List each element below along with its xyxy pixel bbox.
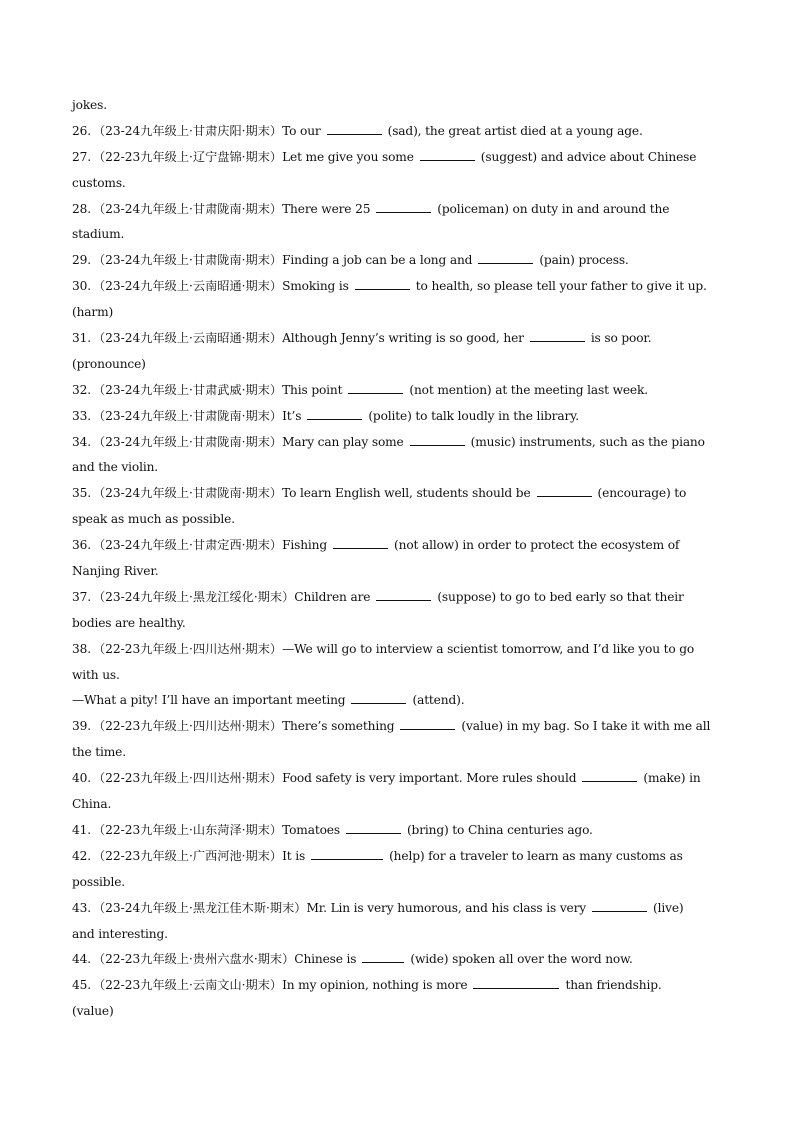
question-text: It’s <box>282 408 302 423</box>
question-text-after-blank: (live) <box>653 900 684 915</box>
question-line <box>72 896 722 922</box>
question-source: （22-23九年级上·四川达州·期末） <box>92 771 283 786</box>
question-number: 31. <box>72 331 91 346</box>
question-line <box>72 585 722 611</box>
question-text-after-blank: (not mention) at the meeting last week. <box>409 382 648 397</box>
question-line <box>72 274 722 300</box>
question-line <box>72 430 722 456</box>
question-source: （23-24九年级上·黑龙江佳木斯·期末） <box>92 900 307 915</box>
question-text-after-blank: (wide) spoken all over the word now. <box>410 952 633 967</box>
continuation-line <box>72 688 722 714</box>
question-line <box>72 844 722 870</box>
question-text: Finding a job can be a long and <box>282 253 473 268</box>
question-number: 29. <box>72 253 91 268</box>
question-source: （22-23九年级上·贵州六盘水·期末） <box>92 952 295 967</box>
question-text: stadium. <box>72 227 125 242</box>
question-number: 34. <box>72 434 91 449</box>
question-text: Mr. Lin is very humorous, and his class is very <box>306 900 587 915</box>
answer-blank[interactable] <box>311 847 383 860</box>
exercise-page <box>72 93 722 1025</box>
question-text: with us. <box>72 667 120 682</box>
answer-blank[interactable] <box>307 407 362 420</box>
question-source: （23-24九年级上·云南昭通·期末） <box>92 279 283 294</box>
question-text-after-blank: (music) instruments, such as the piano <box>470 434 705 449</box>
answer-blank[interactable] <box>537 484 592 497</box>
question-number: 35. <box>72 486 91 501</box>
question-line <box>72 973 722 999</box>
question-text: jokes. <box>72 98 107 112</box>
answer-blank[interactable] <box>333 536 388 549</box>
question-text: (value) <box>72 1004 114 1019</box>
question-text: Children are <box>294 589 371 604</box>
question-source: （22-23九年级上·辽宁盘锦·期末） <box>92 149 283 164</box>
answer-blank[interactable] <box>355 277 410 290</box>
question-source: （23-24九年级上·甘肃陇南·期末） <box>92 253 283 268</box>
question-line <box>72 481 722 507</box>
question-text-after-blank: (attend). <box>412 693 465 708</box>
answer-blank[interactable] <box>420 148 475 161</box>
continuation-line <box>72 870 722 896</box>
question-text: To learn English well, students should be <box>282 486 531 501</box>
question-text: This point <box>282 382 343 397</box>
question-text: There were 25 <box>282 201 371 216</box>
question-number: 28. <box>72 201 91 216</box>
question-line <box>72 197 722 223</box>
question-text: the time. <box>72 745 126 760</box>
question-source: （22-23九年级上·山东菏泽·期末） <box>92 822 283 837</box>
question-text: speak as much as possible. <box>72 512 235 527</box>
question-source: （22-23九年级上·四川达州·期末） <box>92 641 283 656</box>
question-text: possible. <box>72 874 125 889</box>
question-text-after-blank: (suppose) to go to bed early so that their <box>437 589 684 604</box>
continuation-line <box>72 740 722 766</box>
continuation-line <box>72 999 722 1025</box>
answer-blank[interactable] <box>346 821 401 834</box>
question-line <box>72 145 722 171</box>
continuation-line <box>72 663 722 689</box>
question-text: In my opinion, nothing is more <box>282 978 468 993</box>
question-line <box>72 533 722 559</box>
question-source: （22-23九年级上·四川达州·期末） <box>92 719 283 734</box>
answer-blank[interactable] <box>478 251 533 264</box>
answer-blank[interactable] <box>376 200 431 213</box>
question-source: （23-24九年级上·甘肃定西·期末） <box>92 538 283 553</box>
question-line <box>72 119 722 145</box>
answer-blank[interactable] <box>410 433 465 446</box>
question-text: Let me give you some <box>282 149 414 164</box>
question-text: Tomatoes <box>282 822 340 837</box>
question-source: （23-24九年级上·甘肃陇南·期末） <box>92 408 283 423</box>
question-source: （23-24九年级上·甘肃陇南·期末） <box>92 201 283 216</box>
question-text-after-blank: (polite) to talk loudly in the library. <box>368 408 579 423</box>
question-text-after-blank: (bring) to China centuries ago. <box>406 822 593 837</box>
continuation-line <box>72 300 722 326</box>
question-text: Although Jenny’s writing is so good, her <box>282 331 524 346</box>
question-text: Chinese is <box>294 952 357 967</box>
question-line <box>72 766 722 792</box>
question-text: There’s something <box>282 719 395 734</box>
question-number: 37. <box>72 589 91 604</box>
question-number: 38. <box>72 641 91 656</box>
answer-blank[interactable] <box>473 976 559 989</box>
continuation-line <box>72 792 722 818</box>
question-text-after-blank: (not allow) in order to protect the ecosystem of <box>394 538 680 553</box>
question-text: Smoking is <box>282 279 349 294</box>
question-text: Fishing <box>282 538 328 553</box>
question-text: —What a pity! I’ll have an important meeting <box>72 693 346 708</box>
question-line <box>72 326 722 352</box>
question-text: Food safety is very important. More rules should <box>282 771 577 786</box>
answer-blank[interactable] <box>351 691 406 704</box>
question-text-after-blank: (sad), the great artist died at a young age. <box>387 123 643 138</box>
question-text: Nanjing River. <box>72 564 159 579</box>
question-number: 45. <box>72 978 91 993</box>
question-text: Mary can play some <box>282 434 404 449</box>
question-text: To our <box>282 123 321 138</box>
answer-blank[interactable] <box>376 588 431 601</box>
question-line <box>72 248 722 274</box>
question-text-after-blank: (suggest) and advice about Chinese <box>480 149 697 164</box>
question-number: 33. <box>72 408 91 423</box>
continuation-line <box>72 222 722 248</box>
continuation-line <box>72 922 722 948</box>
answer-blank[interactable] <box>348 381 403 394</box>
question-line <box>72 947 722 973</box>
continuation-line <box>72 507 722 533</box>
question-number: 36. <box>72 538 91 553</box>
question-number: 43. <box>72 900 91 915</box>
answer-blank[interactable] <box>592 899 647 912</box>
question-line <box>72 714 722 740</box>
continuation-line <box>72 611 722 637</box>
question-line <box>72 378 722 404</box>
question-text-after-blank: than friendship. <box>565 978 662 993</box>
continuation-line <box>72 171 722 197</box>
question-line <box>72 818 722 844</box>
question-text-after-blank: (pain) process. <box>539 253 629 268</box>
question-source: （23-24九年级上·甘肃武威·期末） <box>92 382 283 397</box>
question-number: 42. <box>72 848 91 863</box>
question-source: （22-23九年级上·广西河池·期末） <box>92 848 283 863</box>
question-number: 30. <box>72 279 91 294</box>
question-text: China. <box>72 797 112 812</box>
question-text-after-blank: (encourage) to <box>597 486 687 501</box>
continuation-line <box>72 455 722 481</box>
question-number: 27. <box>72 149 91 164</box>
question-text-after-blank: (help) for a traveler to learn as many customs as <box>389 848 683 863</box>
question-text: (harm) <box>72 305 114 320</box>
question-source: （23-24九年级上·甘肃陇南·期末） <box>92 434 283 449</box>
question-number: 32. <box>72 382 91 397</box>
question-text-after-blank: is so poor. <box>590 331 652 346</box>
question-line <box>72 637 722 663</box>
question-text-after-blank: (make) in <box>643 771 701 786</box>
question-text: bodies are healthy. <box>72 615 186 630</box>
answer-blank[interactable] <box>362 950 404 963</box>
answer-blank[interactable] <box>400 717 455 730</box>
continuation-line <box>72 352 722 378</box>
question-text-after-blank: (policeman) on duty in and around the <box>437 201 670 216</box>
answer-blank[interactable] <box>582 769 637 782</box>
question-text-after-blank: (value) in my bag. So I take it with me all <box>461 719 711 734</box>
question-source: （23-24九年级上·云南昭通·期末） <box>92 331 283 346</box>
question-source: （23-24九年级上·甘肃陇南·期末） <box>92 486 283 501</box>
question-text: (pronounce) <box>72 356 146 371</box>
question-number: 39. <box>72 719 91 734</box>
question-number: 44. <box>72 952 91 967</box>
question-number: 26. <box>72 123 91 138</box>
question-text: It is <box>282 848 306 863</box>
question-number: 40. <box>72 771 91 786</box>
question-text: and interesting. <box>72 926 168 941</box>
question-text: and the violin. <box>72 460 159 475</box>
question-text-after-blank: to health, so please tell your father to give it up. <box>415 279 707 294</box>
question-source: （23-24九年级上·黑龙江绥化·期末） <box>92 589 295 604</box>
continuation-line <box>72 559 722 585</box>
question-text: —We will go to interview a scientist tomorrow, and I’d like you to go <box>282 641 695 656</box>
question-source: （23-24九年级上·甘肃庆阳·期末） <box>92 123 283 138</box>
continuation-line <box>72 93 722 119</box>
question-number: 41. <box>72 822 91 837</box>
answer-blank[interactable] <box>327 122 382 135</box>
question-source: （22-23九年级上·云南文山·期末） <box>92 978 283 993</box>
question-line <box>72 404 722 430</box>
answer-blank[interactable] <box>530 329 585 342</box>
question-text: customs. <box>72 175 126 190</box>
